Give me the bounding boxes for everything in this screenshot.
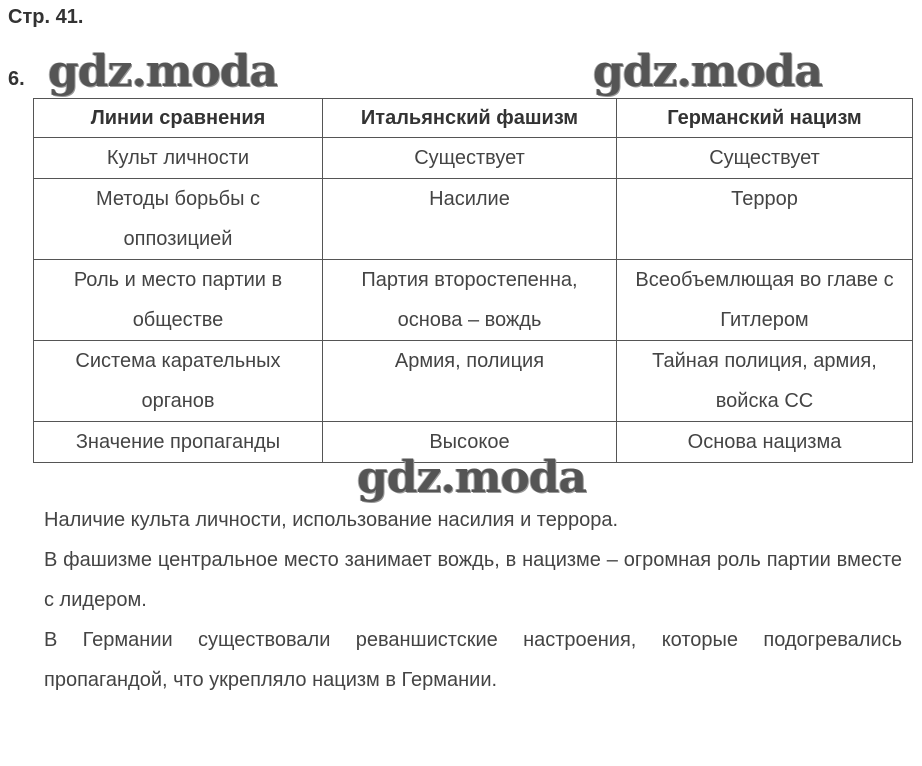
table-cell: Основа нацизма	[617, 422, 913, 463]
table-cell: Тайная полиция, армия, войска СС	[617, 341, 913, 422]
table-cell: Насилие	[323, 179, 617, 260]
comparison-table	[33, 98, 913, 463]
column-header: Германский нацизм	[617, 99, 913, 138]
table-cell: Существует	[617, 138, 913, 179]
answer-paragraph: Наличие культа личности, использование насилия и террора.	[44, 509, 619, 531]
column-header: Линии сравнения	[34, 99, 323, 138]
answer-paragraph: В фашизме центральное место занимает вождь, в нацизме – огромная роль партии вместе с лидером.	[44, 549, 902, 611]
table-row	[34, 341, 913, 422]
page-label: Стр. 41.	[8, 6, 84, 28]
table-cell: Система карательных органов	[34, 341, 323, 422]
answer-paragraph: В Германии существовали реваншистские настроения, которые подогревались пропагандой, что укрепляло нацизм в Германии.	[44, 629, 902, 691]
table-row	[34, 179, 913, 260]
watermark-logo: gdz.moda	[357, 452, 587, 503]
table-row	[34, 138, 913, 179]
watermark-logo: gdz.moda	[593, 46, 823, 97]
table-cell: Существует	[323, 138, 617, 179]
table-cell: Террор	[617, 179, 913, 260]
table-cell: Значение пропаганды	[34, 422, 323, 463]
table-cell: Роль и место партии в обществе	[34, 260, 323, 341]
table-row	[34, 260, 913, 341]
table-header-row	[34, 99, 913, 138]
column-header: Итальянский фашизм	[323, 99, 617, 138]
table-cell: Всеобъемлющая во главе с Гитлером	[617, 260, 913, 341]
answer-text	[44, 500, 902, 700]
watermark-logo: gdz.moda	[48, 46, 278, 97]
table-cell: Высокое	[323, 422, 617, 463]
table-cell: Культ личности	[34, 138, 323, 179]
table-cell: Армия, полиция	[323, 341, 617, 422]
table-cell: Методы борьбы с оппозицией	[34, 179, 323, 260]
task-number: 6.	[8, 68, 25, 90]
table-cell: Партия второстепенна, основа – вождь	[323, 260, 617, 341]
